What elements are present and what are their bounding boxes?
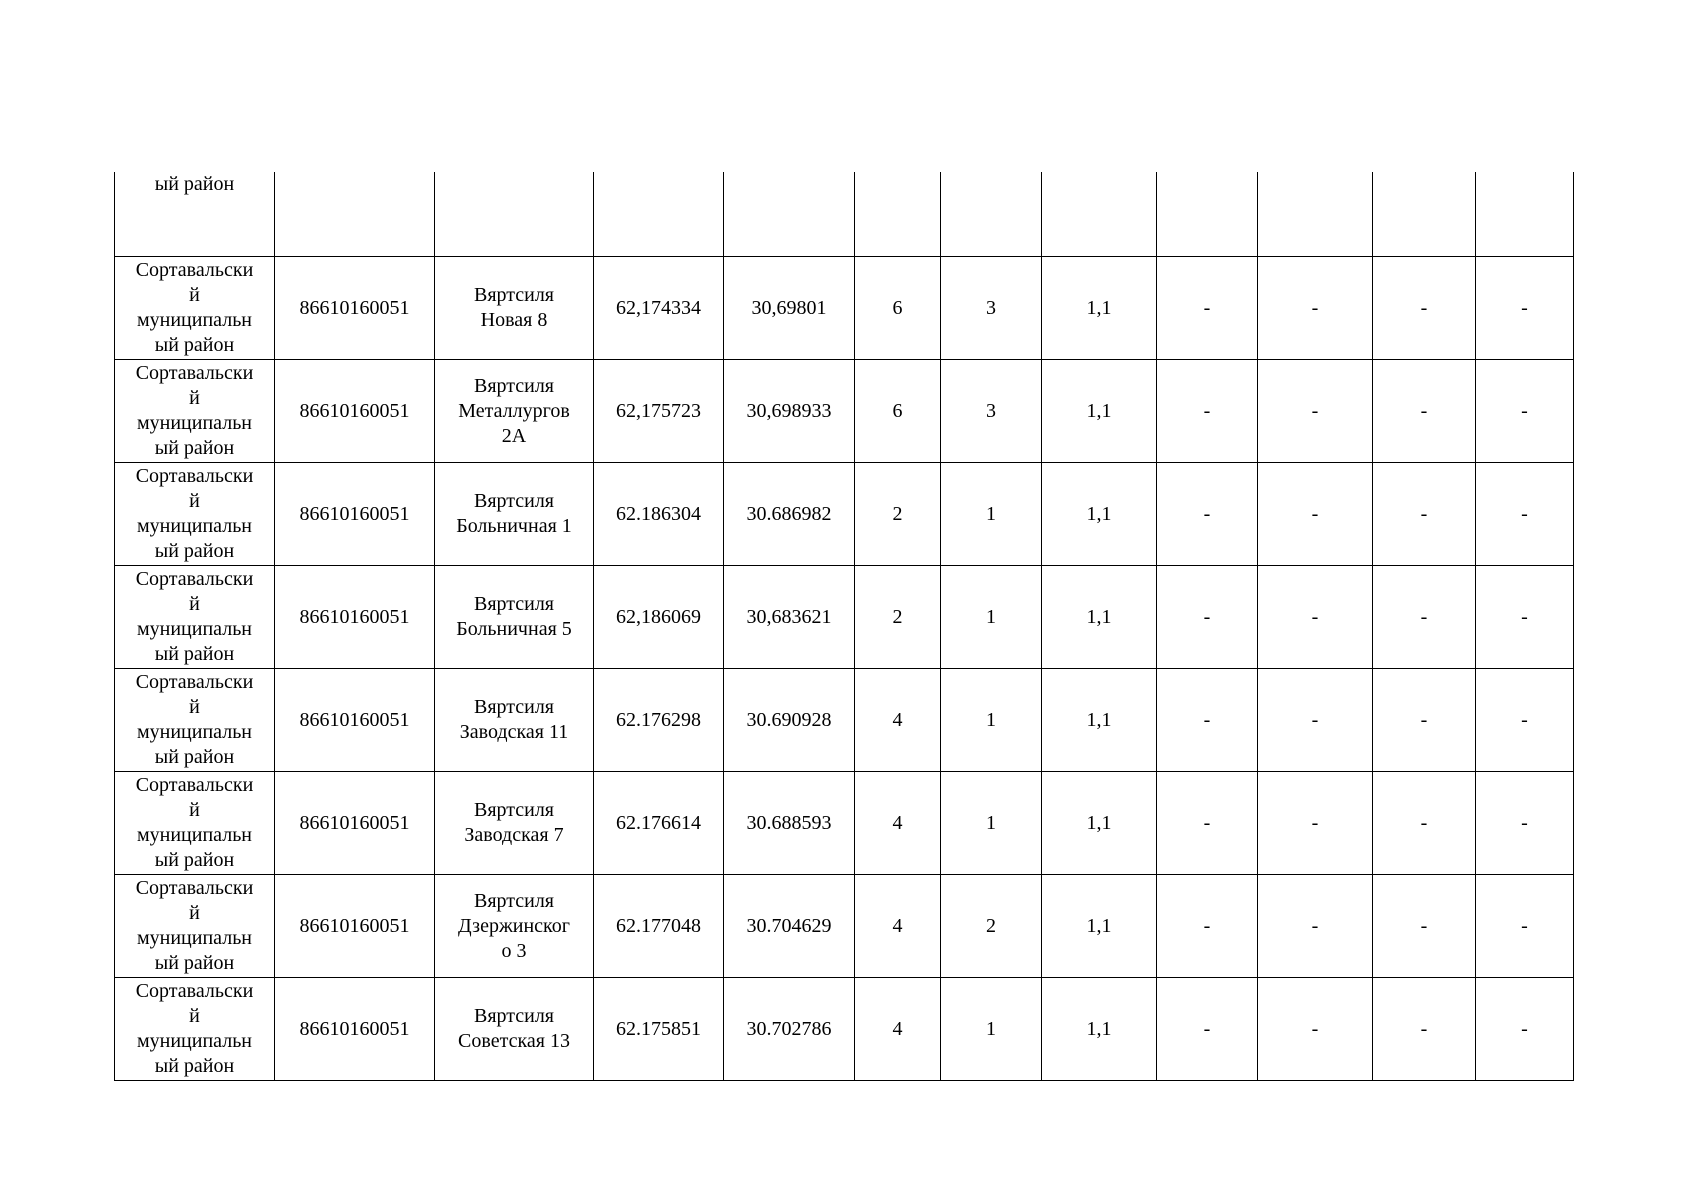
column-9-cell: - [1157,257,1258,360]
district-text: ый район [154,173,235,195]
address-cell [435,772,594,875]
latitude-cell: 62,174334 [594,257,724,360]
district-cell [115,772,275,875]
address-text: Вяртсиля Металлургов 2А [458,374,570,447]
table-cell [275,172,435,257]
district-text: Сортавальски й муниципальн ый район [135,465,254,562]
table-cell [1258,172,1373,257]
district-text: Сортавальски й муниципальн ый район [135,568,254,665]
column-7-cell: 2 [941,875,1042,978]
column-11-cell: - [1373,772,1476,875]
latitude-cell: 62,186069 [594,566,724,669]
address-text: Вяртсиля Новая 8 [473,284,555,331]
latitude-cell: 62.176298 [594,669,724,772]
column-10-cell: - [1258,463,1373,566]
column-12-cell: - [1476,875,1574,978]
district-cell [115,978,275,1081]
column-9-cell: - [1157,669,1258,772]
column-6-cell: 6 [855,257,941,360]
table-row [115,669,1574,772]
column-7-cell: 1 [941,772,1042,875]
table-cell [1157,172,1258,257]
longitude-cell: 30,69801 [724,257,855,360]
latitude-cell: 62.177048 [594,875,724,978]
code-cell: 86610160051 [275,463,435,566]
column-12-cell: - [1476,463,1574,566]
column-8-cell: 1,1 [1042,566,1157,669]
column-12-cell: - [1476,978,1574,1081]
column-8-cell: 1,1 [1042,772,1157,875]
district-cell [115,566,275,669]
code-cell: 86610160051 [275,772,435,875]
address-cell [435,875,594,978]
code-cell: 86610160051 [275,875,435,978]
district-text: Сортавальски й муниципальн ый район [135,980,254,1077]
column-9-cell: - [1157,978,1258,1081]
table-cell [941,172,1042,257]
table-row [115,875,1574,978]
code-cell: 86610160051 [275,257,435,360]
column-12-cell: - [1476,669,1574,772]
address-cell [435,669,594,772]
column-10-cell: - [1258,978,1373,1081]
longitude-cell: 30.686982 [724,463,855,566]
column-8-cell: 1,1 [1042,463,1157,566]
address-text: Вяртсиля Советская 13 [458,1005,570,1052]
longitude-cell: 30.702786 [724,978,855,1081]
address-text: Вяртсиля Дзержинског о 3 [458,889,570,962]
column-11-cell: - [1373,978,1476,1081]
column-7-cell: 3 [941,257,1042,360]
code-cell: 86610160051 [275,669,435,772]
code-cell: 86610160051 [275,566,435,669]
district-text: Сортавальски й муниципальн ый район [135,877,254,974]
column-6-cell: 4 [855,669,941,772]
column-10-cell: - [1258,875,1373,978]
table-row [115,566,1574,669]
table-row [115,360,1574,463]
district-text: Сортавальски й муниципальн ый район [135,774,254,871]
address-cell [435,360,594,463]
longitude-cell: 30.704629 [724,875,855,978]
column-10-cell: - [1258,360,1373,463]
column-8-cell: 1,1 [1042,257,1157,360]
column-11-cell: - [1373,875,1476,978]
column-10-cell: - [1258,257,1373,360]
column-9-cell: - [1157,772,1258,875]
column-11-cell: - [1373,257,1476,360]
district-cell [115,463,275,566]
table-cell [1373,172,1476,257]
table-row [115,978,1574,1081]
district-cell [115,257,275,360]
address-text: Вяртсиля Заводская 7 [464,799,564,846]
address-text: Вяртсиля Больничная 1 [456,490,572,537]
code-cell: 86610160051 [275,360,435,463]
data-table [114,172,1574,1081]
table-row-continued [115,172,1574,257]
column-7-cell: 1 [941,566,1042,669]
column-6-cell: 4 [855,772,941,875]
district-cell [115,669,275,772]
latitude-cell: 62.176614 [594,772,724,875]
column-10-cell: - [1258,669,1373,772]
district-text: Сортавальски й муниципальн ый район [135,259,254,356]
column-8-cell: 1,1 [1042,669,1157,772]
address-text: Вяртсиля Заводская 11 [459,696,569,743]
column-10-cell: - [1258,566,1373,669]
column-11-cell: - [1373,566,1476,669]
district-text: Сортавальски й муниципальн ый район [135,671,254,768]
column-10-cell: - [1258,772,1373,875]
table-row [115,772,1574,875]
column-11-cell: - [1373,360,1476,463]
address-cell [435,463,594,566]
latitude-cell: 62.186304 [594,463,724,566]
column-8-cell: 1,1 [1042,360,1157,463]
column-7-cell: 1 [941,669,1042,772]
table-row [115,463,1574,566]
column-11-cell: - [1373,669,1476,772]
column-9-cell: - [1157,463,1258,566]
column-12-cell: - [1476,360,1574,463]
district-text: Сортавальски й муниципальн ый район [135,362,254,459]
column-8-cell: 1,1 [1042,875,1157,978]
address-cell [435,257,594,360]
column-6-cell: 4 [855,875,941,978]
district-cell [115,360,275,463]
column-6-cell: 2 [855,566,941,669]
column-9-cell: - [1157,360,1258,463]
longitude-cell: 30,698933 [724,360,855,463]
address-text: Вяртсиля Больничная 5 [456,593,572,640]
table-cell [724,172,855,257]
address-cell [435,978,594,1081]
table-cell [1476,172,1574,257]
table-body [115,172,1574,1081]
table-cell [1042,172,1157,257]
column-9-cell: - [1157,875,1258,978]
column-12-cell: - [1476,566,1574,669]
district-cell [115,875,275,978]
district-cell [115,172,275,257]
latitude-cell: 62,175723 [594,360,724,463]
column-8-cell: 1,1 [1042,978,1157,1081]
longitude-cell: 30,683621 [724,566,855,669]
column-7-cell: 1 [941,463,1042,566]
address-cell [435,566,594,669]
table-row [115,257,1574,360]
column-6-cell: 6 [855,360,941,463]
column-6-cell: 4 [855,978,941,1081]
column-7-cell: 3 [941,360,1042,463]
code-cell: 86610160051 [275,978,435,1081]
column-6-cell: 2 [855,463,941,566]
longitude-cell: 30.690928 [724,669,855,772]
table-cell [855,172,941,257]
column-12-cell: - [1476,257,1574,360]
longitude-cell: 30.688593 [724,772,855,875]
table-cell [435,172,594,257]
latitude-cell: 62.175851 [594,978,724,1081]
table-cell [594,172,724,257]
column-12-cell: - [1476,772,1574,875]
column-7-cell: 1 [941,978,1042,1081]
column-11-cell: - [1373,463,1476,566]
column-9-cell: - [1157,566,1258,669]
